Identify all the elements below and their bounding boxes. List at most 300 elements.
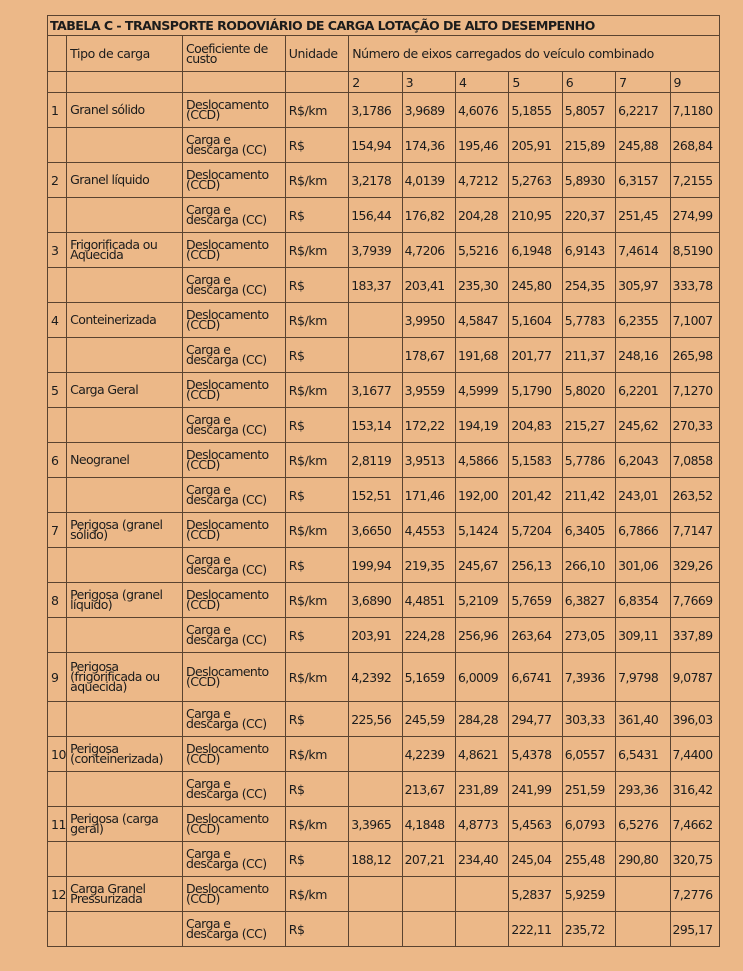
cost-value: 199,94 bbox=[349, 548, 402, 583]
row-index: 12 bbox=[48, 877, 67, 912]
row-index bbox=[48, 128, 67, 163]
cost-value: 6,2355 bbox=[616, 303, 670, 338]
cost-value: 4,4553 bbox=[402, 513, 455, 548]
table-row bbox=[48, 373, 720, 408]
cost-coefficient: Deslocamento (CCD) bbox=[182, 373, 285, 408]
cost-value: 191,68 bbox=[455, 338, 508, 373]
cost-value: 4,5999 bbox=[455, 373, 508, 408]
cost-value: 7,4662 bbox=[670, 807, 719, 842]
row-index: 4 bbox=[48, 303, 67, 338]
cost-value: 268,84 bbox=[670, 128, 719, 163]
unit: R$ bbox=[285, 912, 348, 947]
row-index: 1 bbox=[48, 93, 67, 128]
cargo-type: Carga Granel Pressurizada bbox=[67, 877, 183, 912]
cost-value: 6,1948 bbox=[509, 233, 562, 268]
cost-value: 6,3405 bbox=[562, 513, 615, 548]
cost-value: 5,2837 bbox=[509, 877, 562, 912]
cost-value: 7,1270 bbox=[670, 373, 719, 408]
header-coef: Coeficiente de custo bbox=[182, 36, 285, 72]
cost-value: 9,0787 bbox=[670, 653, 719, 702]
unit: R$/km bbox=[285, 233, 348, 268]
cost-value: 5,1604 bbox=[509, 303, 562, 338]
cost-value: 194,19 bbox=[455, 408, 508, 443]
cost-value: 6,8354 bbox=[616, 583, 670, 618]
row-index bbox=[48, 842, 67, 877]
cost-value: 231,89 bbox=[455, 772, 508, 807]
cost-value: 201,77 bbox=[509, 338, 562, 373]
cargo-type bbox=[67, 772, 183, 807]
cost-coefficient: Carga e descarga (CC) bbox=[182, 842, 285, 877]
cost-value bbox=[349, 737, 402, 772]
cost-value: 4,7212 bbox=[455, 163, 508, 198]
cost-value: 290,80 bbox=[616, 842, 670, 877]
cargo-type: Perigosa (granel líquido) bbox=[67, 583, 183, 618]
row-index bbox=[48, 548, 67, 583]
cost-value bbox=[349, 338, 402, 373]
freight-cost-table bbox=[47, 15, 720, 947]
table-row bbox=[48, 443, 720, 478]
cost-value: 305,97 bbox=[616, 268, 670, 303]
cost-value bbox=[616, 912, 670, 947]
cost-value bbox=[349, 303, 402, 338]
cost-value: 176,82 bbox=[402, 198, 455, 233]
row-index bbox=[48, 408, 67, 443]
cargo-type bbox=[67, 842, 183, 877]
header-axle: 7 bbox=[616, 72, 670, 93]
cost-value: 207,21 bbox=[402, 842, 455, 877]
cargo-type bbox=[67, 478, 183, 513]
row-index bbox=[48, 618, 67, 653]
unit: R$ bbox=[285, 478, 348, 513]
cost-value: 4,5866 bbox=[455, 443, 508, 478]
table-row bbox=[48, 338, 720, 373]
unit: R$/km bbox=[285, 737, 348, 772]
header-tipo: Tipo de carga bbox=[67, 36, 183, 72]
cost-value: 256,13 bbox=[509, 548, 562, 583]
table-row bbox=[48, 303, 720, 338]
table-row bbox=[48, 583, 720, 618]
cost-value: 7,9798 bbox=[616, 653, 670, 702]
cost-value bbox=[402, 877, 455, 912]
cargo-type: Perigosa (frigorificada ou aquecida) bbox=[67, 653, 183, 702]
cost-value: 284,28 bbox=[455, 702, 508, 737]
header-axle: 2 bbox=[349, 72, 402, 93]
cost-value bbox=[616, 877, 670, 912]
freight-table-container bbox=[47, 15, 720, 947]
cost-value bbox=[349, 877, 402, 912]
cost-value: 337,89 bbox=[670, 618, 719, 653]
unit: R$/km bbox=[285, 583, 348, 618]
unit: R$ bbox=[285, 702, 348, 737]
cost-coefficient: Deslocamento (CCD) bbox=[182, 877, 285, 912]
unit: R$ bbox=[285, 408, 348, 443]
table-row bbox=[48, 702, 720, 737]
unit: R$/km bbox=[285, 373, 348, 408]
cost-value: 333,78 bbox=[670, 268, 719, 303]
cost-coefficient: Deslocamento (CCD) bbox=[182, 233, 285, 268]
row-index: 7 bbox=[48, 513, 67, 548]
row-index: 3 bbox=[48, 233, 67, 268]
cost-value: 6,3827 bbox=[562, 583, 615, 618]
cost-value: 309,11 bbox=[616, 618, 670, 653]
cost-value: 2,8119 bbox=[349, 443, 402, 478]
cost-value: 4,5847 bbox=[455, 303, 508, 338]
cost-value: 3,3965 bbox=[349, 807, 402, 842]
table-row bbox=[48, 912, 720, 947]
cost-value: 156,44 bbox=[349, 198, 402, 233]
cost-value: 5,1583 bbox=[509, 443, 562, 478]
cost-value: 213,67 bbox=[402, 772, 455, 807]
table-row bbox=[48, 737, 720, 772]
cost-value: 3,9950 bbox=[402, 303, 455, 338]
cost-coefficient: Deslocamento (CCD) bbox=[182, 583, 285, 618]
header-axle: 9 bbox=[670, 72, 719, 93]
cost-coefficient: Deslocamento (CCD) bbox=[182, 653, 285, 702]
cost-value: 174,36 bbox=[402, 128, 455, 163]
cost-value: 201,42 bbox=[509, 478, 562, 513]
table-row bbox=[48, 653, 720, 702]
cost-value: 5,9259 bbox=[562, 877, 615, 912]
cost-value: 6,3157 bbox=[616, 163, 670, 198]
cargo-type bbox=[67, 912, 183, 947]
cost-value: 7,4400 bbox=[670, 737, 719, 772]
cost-value: 396,03 bbox=[670, 702, 719, 737]
cost-value: 203,91 bbox=[349, 618, 402, 653]
cost-value: 273,05 bbox=[562, 618, 615, 653]
cargo-type bbox=[67, 408, 183, 443]
cost-value: 225,56 bbox=[349, 702, 402, 737]
table-row bbox=[48, 807, 720, 842]
cost-value: 254,35 bbox=[562, 268, 615, 303]
cost-value: 215,89 bbox=[562, 128, 615, 163]
unit: R$/km bbox=[285, 877, 348, 912]
unit: R$ bbox=[285, 548, 348, 583]
cost-value: 3,1677 bbox=[349, 373, 402, 408]
cargo-type: Perigosa (granel sólido) bbox=[67, 513, 183, 548]
cost-value: 6,2201 bbox=[616, 373, 670, 408]
cost-value: 5,2763 bbox=[509, 163, 562, 198]
unit: R$ bbox=[285, 128, 348, 163]
header-axle: 5 bbox=[509, 72, 562, 93]
cost-value: 4,4851 bbox=[402, 583, 455, 618]
cost-value: 3,9559 bbox=[402, 373, 455, 408]
row-index: 10 bbox=[48, 737, 67, 772]
unit: R$ bbox=[285, 268, 348, 303]
cost-value: 5,7659 bbox=[509, 583, 562, 618]
cost-value bbox=[402, 912, 455, 947]
cargo-type bbox=[67, 548, 183, 583]
header-axle: 4 bbox=[455, 72, 508, 93]
table-row bbox=[48, 842, 720, 877]
cost-value: 6,5276 bbox=[616, 807, 670, 842]
cost-coefficient: Carga e descarga (CC) bbox=[182, 128, 285, 163]
cost-value: 3,2178 bbox=[349, 163, 402, 198]
cost-value: 6,2043 bbox=[616, 443, 670, 478]
cost-value: 316,42 bbox=[670, 772, 719, 807]
cost-value: 243,01 bbox=[616, 478, 670, 513]
cost-value: 5,8057 bbox=[562, 93, 615, 128]
cost-value: 266,10 bbox=[562, 548, 615, 583]
cost-value: 211,37 bbox=[562, 338, 615, 373]
cost-value: 6,9143 bbox=[562, 233, 615, 268]
unit: R$/km bbox=[285, 303, 348, 338]
cost-value: 245,04 bbox=[509, 842, 562, 877]
cost-value: 4,1848 bbox=[402, 807, 455, 842]
cost-value: 6,5431 bbox=[616, 737, 670, 772]
cost-coefficient: Deslocamento (CCD) bbox=[182, 737, 285, 772]
cost-value: 5,5216 bbox=[455, 233, 508, 268]
header-empty bbox=[285, 72, 348, 93]
cost-value: 301,06 bbox=[616, 548, 670, 583]
cost-value: 245,67 bbox=[455, 548, 508, 583]
cost-value: 270,33 bbox=[670, 408, 719, 443]
cargo-type: Perigosa (conteinerizada) bbox=[67, 737, 183, 772]
cost-value: 3,9689 bbox=[402, 93, 455, 128]
cost-value: 5,1424 bbox=[455, 513, 508, 548]
cost-coefficient: Deslocamento (CCD) bbox=[182, 443, 285, 478]
row-index bbox=[48, 268, 67, 303]
cost-value: 251,45 bbox=[616, 198, 670, 233]
cost-value: 4,6076 bbox=[455, 93, 508, 128]
cost-value: 183,37 bbox=[349, 268, 402, 303]
cost-coefficient: Carga e descarga (CC) bbox=[182, 772, 285, 807]
row-index bbox=[48, 772, 67, 807]
cost-value: 222,11 bbox=[509, 912, 562, 947]
cost-value: 265,98 bbox=[670, 338, 719, 373]
cost-value: 7,7147 bbox=[670, 513, 719, 548]
cost-value bbox=[349, 912, 402, 947]
unit: R$ bbox=[285, 772, 348, 807]
cargo-type: Carga Geral bbox=[67, 373, 183, 408]
row-index: 8 bbox=[48, 583, 67, 618]
cost-value: 7,0858 bbox=[670, 443, 719, 478]
unit: R$ bbox=[285, 198, 348, 233]
cost-coefficient: Deslocamento (CCD) bbox=[182, 303, 285, 338]
row-index: 2 bbox=[48, 163, 67, 198]
cost-value: 215,27 bbox=[562, 408, 615, 443]
cost-value: 245,62 bbox=[616, 408, 670, 443]
cost-value: 4,8621 bbox=[455, 737, 508, 772]
cost-value: 241,99 bbox=[509, 772, 562, 807]
table-title: TABELA C - TRANSPORTE RODOVIÁRIO DE CARGA LOTAÇÃO DE ALTO DESEMPENHO bbox=[48, 16, 720, 36]
cost-value: 152,51 bbox=[349, 478, 402, 513]
table-row bbox=[48, 198, 720, 233]
cost-value: 211,42 bbox=[562, 478, 615, 513]
cargo-type bbox=[67, 128, 183, 163]
cost-value: 7,2155 bbox=[670, 163, 719, 198]
header-axle: 6 bbox=[562, 72, 615, 93]
cost-value: 5,8930 bbox=[562, 163, 615, 198]
cost-value: 3,6650 bbox=[349, 513, 402, 548]
cost-value: 4,2239 bbox=[402, 737, 455, 772]
unit: R$/km bbox=[285, 93, 348, 128]
row-index: 9 bbox=[48, 653, 67, 702]
cost-value: 8,5190 bbox=[670, 233, 719, 268]
unit: R$/km bbox=[285, 807, 348, 842]
cost-value: 4,2392 bbox=[349, 653, 402, 702]
cost-value: 5,1855 bbox=[509, 93, 562, 128]
cost-value: 248,16 bbox=[616, 338, 670, 373]
table-row bbox=[48, 772, 720, 807]
cost-value: 6,2217 bbox=[616, 93, 670, 128]
cost-value: 256,96 bbox=[455, 618, 508, 653]
cost-value: 5,2109 bbox=[455, 583, 508, 618]
cost-value bbox=[455, 877, 508, 912]
row-index bbox=[48, 198, 67, 233]
cost-coefficient: Deslocamento (CCD) bbox=[182, 807, 285, 842]
cost-coefficient: Carga e descarga (CC) bbox=[182, 408, 285, 443]
header-empty bbox=[48, 36, 67, 72]
cost-value: 245,59 bbox=[402, 702, 455, 737]
row-index: 11 bbox=[48, 807, 67, 842]
header-axle: 3 bbox=[402, 72, 455, 93]
cost-value: 210,95 bbox=[509, 198, 562, 233]
cargo-type: Frigorificada ou Aquecida bbox=[67, 233, 183, 268]
cargo-type bbox=[67, 618, 183, 653]
cost-value: 205,91 bbox=[509, 128, 562, 163]
cost-value: 5,1790 bbox=[509, 373, 562, 408]
table-row bbox=[48, 163, 720, 198]
cost-value: 7,1180 bbox=[670, 93, 719, 128]
row-index: 5 bbox=[48, 373, 67, 408]
cost-coefficient: Carga e descarga (CC) bbox=[182, 478, 285, 513]
cost-value: 7,4614 bbox=[616, 233, 670, 268]
cost-value: 320,75 bbox=[670, 842, 719, 877]
cost-coefficient: Carga e descarga (CC) bbox=[182, 338, 285, 373]
cost-value: 7,3936 bbox=[562, 653, 615, 702]
cost-coefficient: Deslocamento (CCD) bbox=[182, 163, 285, 198]
cost-value: 245,80 bbox=[509, 268, 562, 303]
cost-value: 3,1786 bbox=[349, 93, 402, 128]
cost-value: 203,41 bbox=[402, 268, 455, 303]
cost-value: 263,64 bbox=[509, 618, 562, 653]
row-index bbox=[48, 912, 67, 947]
table-row bbox=[48, 478, 720, 513]
cost-value: 224,28 bbox=[402, 618, 455, 653]
row-index bbox=[48, 478, 67, 513]
cargo-type bbox=[67, 338, 183, 373]
cost-value: 4,8773 bbox=[455, 807, 508, 842]
cost-value: 361,40 bbox=[616, 702, 670, 737]
cost-value: 255,48 bbox=[562, 842, 615, 877]
cost-value: 274,99 bbox=[670, 198, 719, 233]
table-row bbox=[48, 268, 720, 303]
cargo-type: Conteinerizada bbox=[67, 303, 183, 338]
cost-value: 5,4563 bbox=[509, 807, 562, 842]
table-row bbox=[48, 513, 720, 548]
cost-value: 172,22 bbox=[402, 408, 455, 443]
cost-value: 6,7866 bbox=[616, 513, 670, 548]
cargo-type: Granel sólido bbox=[67, 93, 183, 128]
cargo-type bbox=[67, 268, 183, 303]
table-row bbox=[48, 548, 720, 583]
cost-coefficient: Carga e descarga (CC) bbox=[182, 268, 285, 303]
header-empty bbox=[48, 72, 67, 93]
cost-value: 5,8020 bbox=[562, 373, 615, 408]
table-row bbox=[48, 408, 720, 443]
cost-coefficient: Deslocamento (CCD) bbox=[182, 513, 285, 548]
unit: R$ bbox=[285, 618, 348, 653]
cost-value: 6,0557 bbox=[562, 737, 615, 772]
cost-value: 192,00 bbox=[455, 478, 508, 513]
table-row bbox=[48, 128, 720, 163]
cost-value: 235,30 bbox=[455, 268, 508, 303]
table-row bbox=[48, 93, 720, 128]
cost-coefficient: Carga e descarga (CC) bbox=[182, 912, 285, 947]
cost-value: 219,35 bbox=[402, 548, 455, 583]
cost-value: 3,9513 bbox=[402, 443, 455, 478]
cost-value: 6,6741 bbox=[509, 653, 562, 702]
cost-value: 195,46 bbox=[455, 128, 508, 163]
cost-value: 329,26 bbox=[670, 548, 719, 583]
row-index bbox=[48, 702, 67, 737]
table-row bbox=[48, 233, 720, 268]
cost-value: 235,72 bbox=[562, 912, 615, 947]
cost-value: 204,28 bbox=[455, 198, 508, 233]
cost-value: 5,7786 bbox=[562, 443, 615, 478]
cost-value: 6,0793 bbox=[562, 807, 615, 842]
cost-value: 220,37 bbox=[562, 198, 615, 233]
cost-value: 154,94 bbox=[349, 128, 402, 163]
unit: R$/km bbox=[285, 163, 348, 198]
cost-value: 153,14 bbox=[349, 408, 402, 443]
cost-value bbox=[455, 912, 508, 947]
header-empty bbox=[182, 72, 285, 93]
cargo-type: Neogranel bbox=[67, 443, 183, 478]
cost-value: 5,1659 bbox=[402, 653, 455, 702]
cost-value: 7,2776 bbox=[670, 877, 719, 912]
unit: R$ bbox=[285, 338, 348, 373]
cost-coefficient: Carga e descarga (CC) bbox=[182, 702, 285, 737]
cost-coefficient: Carga e descarga (CC) bbox=[182, 198, 285, 233]
cost-value: 178,67 bbox=[402, 338, 455, 373]
row-index bbox=[48, 338, 67, 373]
cost-value: 3,6890 bbox=[349, 583, 402, 618]
cost-value: 234,40 bbox=[455, 842, 508, 877]
table-row bbox=[48, 877, 720, 912]
row-index: 6 bbox=[48, 443, 67, 478]
cost-value: 6,0009 bbox=[455, 653, 508, 702]
cost-value: 303,33 bbox=[562, 702, 615, 737]
cargo-type: Perigosa (carga geral) bbox=[67, 807, 183, 842]
cargo-type: Granel líquido bbox=[67, 163, 183, 198]
cost-value: 294,77 bbox=[509, 702, 562, 737]
cost-value: 263,52 bbox=[670, 478, 719, 513]
cost-value: 5,4378 bbox=[509, 737, 562, 772]
cost-value: 295,17 bbox=[670, 912, 719, 947]
cost-value: 5,7783 bbox=[562, 303, 615, 338]
cost-value bbox=[349, 772, 402, 807]
cost-coefficient: Carga e descarga (CC) bbox=[182, 548, 285, 583]
cost-value: 293,36 bbox=[616, 772, 670, 807]
unit: R$ bbox=[285, 842, 348, 877]
cost-value: 4,0139 bbox=[402, 163, 455, 198]
cost-value: 245,88 bbox=[616, 128, 670, 163]
unit: R$/km bbox=[285, 653, 348, 702]
header-empty bbox=[67, 72, 183, 93]
cost-value: 5,7204 bbox=[509, 513, 562, 548]
unit: R$/km bbox=[285, 443, 348, 478]
cost-value: 4,7206 bbox=[402, 233, 455, 268]
cargo-type bbox=[67, 198, 183, 233]
unit: R$/km bbox=[285, 513, 348, 548]
table-row bbox=[48, 618, 720, 653]
cargo-type bbox=[67, 702, 183, 737]
header-eixos: Número de eixos carregados do veículo combinado bbox=[349, 36, 720, 72]
header-unidade: Unidade bbox=[285, 36, 348, 72]
cost-value: 188,12 bbox=[349, 842, 402, 877]
cost-value: 204,83 bbox=[509, 408, 562, 443]
